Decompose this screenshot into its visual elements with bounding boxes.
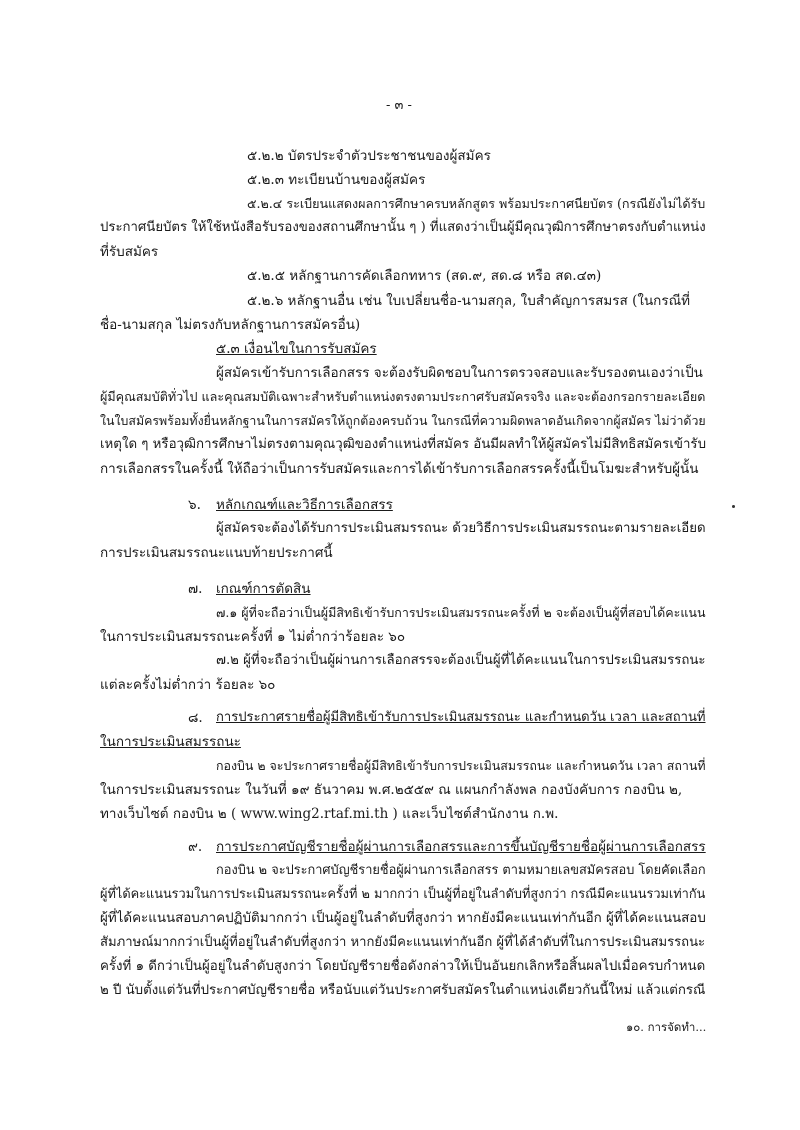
section-9-line: ครั้งที่ ๑ ดีกว่าเป็นผู้อยู่ในลำดับสูงกว่า โดยบัญชีรายชื่อดังกล่าวให้เป็นอันยกเลิกหรือสิ้นผลไปเมื่อครบกำหนด bbox=[100, 959, 706, 974]
section-7-line: แต่ละครั้งไม่ต่ำกว่า ร้อยละ ๖๐ bbox=[100, 677, 276, 693]
item-5-2-6-line1: ๕.๒.๖ หลักฐานอื่น เช่น ใบเปลี่ยนชื่อ-นามสกุล, ใบสำคัญการสมรส (ในกรณีที่ bbox=[247, 293, 691, 309]
section-8-heading-line1: การประกาศรายชื่อผู้มีสิทธิเข้ารับการประเมินสมรรถนะ และกำหนดวัน เวลา และสถานที่ bbox=[216, 710, 706, 725]
section-9-number: ๙. bbox=[188, 839, 203, 855]
section-7-line: ๗.๒ ผู้ที่จะถือว่าเป็นผู้ผ่านการเลือกสรรจะต้องเป็นผู้ที่ได้คะแนนในการประเมินสมรรถนะ bbox=[216, 653, 706, 668]
section-8-line: กองบิน ๒ จะประกาศรายชื่อผู้มีสิทธิเข้ารับการประเมินสมรรถนะ และกำหนดวัน เวลา สถานที่ bbox=[216, 758, 706, 773]
section-9-line: สัมภาษณ์มากกว่าเป็นผู้ที่อยู่ในลำดับที่สูงกว่า หากยังมีคะแนนเท่ากันอีก ผู้ที่ได้ลำดับที่ในการประเมินสมรรถนะ bbox=[100, 935, 706, 950]
section-8-line: ในการประเมินสมรรถนะ ในวันที่ ๑๙ ธันวาคม พ.ศ.๒๕๕๙ ณ แผนกกำลังพล กองบังคับการ กองบิน ๒, bbox=[100, 782, 683, 798]
section-6-line: การประเมินสมรรถนะแนบท้ายประกาศนี้ bbox=[100, 545, 333, 561]
section-5-3-line: การเลือกสรรในครั้งนี้ ให้ถือว่าเป็นการรับสมัครและการได้เข้ารับการเลือกสรรครั้งนี้เป็นโมฆะสำหรับผู้นั้น bbox=[100, 461, 699, 477]
item-5-2-4-line3: ที่รับสมัคร bbox=[100, 244, 159, 260]
item-5-2-3: ๕.๒.๓ ทะเบียนบ้านของผู้สมัคร bbox=[247, 172, 426, 188]
section-5-3-line: ในใบสมัครพร้อมทั้งยื่นหลักฐานในการสมัครให้ถูกต้องครบถ้วน ในกรณีที่ความผิดพลาดอันเกิดจากผู้สมัคร ไม่ว่าด้วย bbox=[100, 414, 706, 428]
item-5-2-4-line2: ประกาศนียบัตร ให้ใช้หนังสือรับรองของสถานศึกษานั้น ๆ ) ที่แสดงว่าเป็นผู้มีคุณวุฒิการศึกษาตรงกับตำแหน่ง bbox=[100, 220, 706, 235]
section-9-line: ผู้ที่ได้คะแนนรวมในการประเมินสมรรถนะครั้งที่ ๒ มากกว่า เป็นผู้ที่อยู่ในลำดับที่สูงกว่า กรณีมีคะแนนรวมเท่ากัน bbox=[100, 887, 706, 902]
section-8-number: ๘. bbox=[188, 710, 203, 726]
page-number: - ๓ - bbox=[386, 98, 412, 113]
section-8-heading-line2: ในการประเมินสมรรถนะ bbox=[100, 734, 241, 750]
section-6-line: ผู้สมัครจะต้องได้รับการประเมินสมรรถนะ ด้วยวิธีการประเมินสมรรถนะตามรายละเอียด bbox=[216, 521, 706, 536]
section-9-line: ผู้ที่ได้คะแนนสอบภาคปฏิบัติมากกว่า เป็นผู้อยู่ในลำดับที่สูงกว่า หากยังมีคะแนนเท่ากันอีก ผู้ที่ได้คะแนนสอบ bbox=[100, 911, 706, 926]
section-7-number: ๗. bbox=[188, 581, 203, 597]
section-5-3-line: ผู้มีคุณสมบัติทั่วไป และคุณสมบัติเฉพาะสำหรับตำแหน่งตรงตามประกาศรับสมัครจริง และจะต้องกรอกรายละเอียด bbox=[100, 389, 706, 404]
item-5-2-4-line1: ๕.๒.๔ ระเบียนแสดงผลการศึกษาครบหลักสูตร พร้อมประกาศนียบัตร (กรณียังไม่ได้รับ bbox=[247, 196, 706, 211]
section-5-3-heading: ๕.๓ เงื่อนไขในการรับสมัคร bbox=[216, 341, 377, 357]
section-7-heading: เกณฑ์การตัดสิน bbox=[216, 581, 311, 597]
section-9-line: ๒ ปี นับตั้งแต่วันที่ประกาศบัญชีรายชื่อ หรือนับแต่วันประกาศรับสมัครในตำแหน่งเดียวกันนี้ใหม่ แล้วแต่กรณี bbox=[100, 983, 706, 998]
section-5-3-line: ผู้สมัครเข้ารับการเลือกสรร จะต้องรับผิดชอบในการตรวจสอบและรับรองตนเองว่าเป็น bbox=[216, 365, 703, 381]
item-5-2-6-line2: ชื่อ-นามสกุล ไม่ตรงกับหลักฐานการสมัครอื่น) bbox=[100, 317, 361, 333]
item-5-2-5: ๕.๒.๕ หลักฐานการคัดเลือกทหาร (สด.๙, สด.๘ หรือ สด.๔๓) bbox=[247, 268, 602, 284]
section-6-heading: หลักเกณฑ์และวิธีการเลือกสรร bbox=[216, 497, 393, 513]
continuation-text: ๑๐. การจัดทำ... bbox=[626, 1020, 707, 1034]
section-9-heading: การประกาศบัญชีรายชื่อผู้ผ่านการเลือกสรรและการขึ้นบัญชีรายชื่อผู้ผ่านการเลือกสรร bbox=[216, 839, 706, 855]
item-5-2-2: ๕.๒.๒ บัตรประจำตัวประชาชนของผู้สมัคร bbox=[247, 148, 491, 164]
section-7-line: ๗.๑ ผู้ที่จะถือว่าเป็นผู้มีสิทธิเข้ารับการประเมินสมรรถนะครั้งที่ ๒ จะต้องเป็นผู้ที่สอบได้คะแนน bbox=[216, 605, 706, 620]
section-7-line: ในการประเมินสมรรถนะครั้งที่ ๑ ไม่ต่ำกว่าร้อยละ ๖๐ bbox=[100, 629, 406, 645]
section-6-number: ๖. bbox=[188, 497, 201, 513]
section-8-line: ทางเว็บไซต์ กองบิน ๒ ( www.wing2.rtaf.mi.th ) และเว็บไซต์สำนักงาน ก.พ. bbox=[100, 806, 559, 822]
section-9-line: กองบิน ๒ จะประกาศบัญชีรายชื่อผู้ผ่านการเลือกสรร ตามหมายเลขสมัครสอบ โดยคัดเลือก bbox=[216, 863, 706, 878]
scan-speck bbox=[732, 505, 735, 508]
section-5-3-line: เหตุใด ๆ หรือวุฒิการศึกษาไม่ตรงตามคุณวุฒิของตำแหน่งที่สมัคร อันมีผลทำให้ผู้สมัครไม่มีสิทธิสมัครเข้ารับ bbox=[100, 437, 707, 452]
